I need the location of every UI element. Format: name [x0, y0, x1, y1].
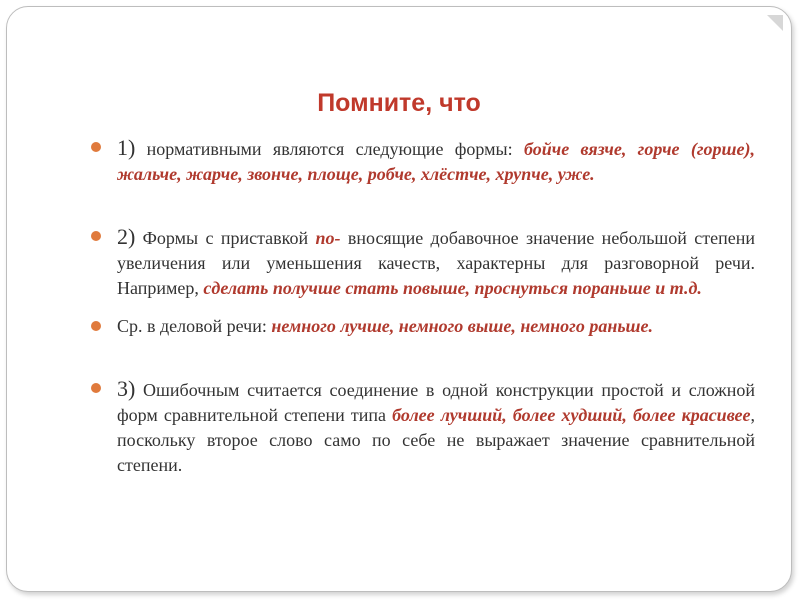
item-number: 2) — [117, 224, 136, 249]
item-number: 3) — [117, 376, 136, 401]
paragraph-text: Ошибочным считается соединение в одной конструкции простой и сложной форм сравнительной степени типа — [117, 380, 755, 425]
highlighted-examples: сделать получше стать повыше, проснуться пораньше и т.д. — [203, 278, 702, 298]
paragraph-text: Ср. в деловой речи: — [117, 316, 272, 336]
bullet-icon — [91, 142, 101, 152]
paragraph-1 — [91, 135, 755, 187]
slide-frame — [6, 6, 792, 592]
bullet-icon — [91, 231, 101, 241]
item-number: 1) — [117, 135, 136, 160]
paragraph-text: Формы с приставкой — [135, 228, 316, 248]
paragraph-2 — [91, 224, 755, 301]
paragraph-3 — [91, 314, 755, 339]
highlighted-examples: более лучший, более худший, более красивее — [392, 405, 751, 425]
slide-content — [91, 135, 755, 478]
paragraph-text: нормативными являются следующие формы: — [135, 139, 524, 159]
page-curl-corner — [767, 15, 783, 31]
paragraph-text: , поскольку второе слово само по себе не выражает значение сравнительной степени. — [117, 405, 755, 475]
paragraph-text: вносящие добавочное значение небольшой степени увеличения или уменьшения качеств, характерны для разговорной речи. Например, — [117, 228, 755, 298]
paragraph-4 — [91, 376, 755, 478]
highlighted-forms: бойче вязче, горче (горше), жальче, жарче, звонче, площе, робче, хлёстче, хрупче, уже. — [117, 139, 755, 184]
highlighted-examples: немного лучше, немного выше, немного раньше. — [271, 316, 654, 336]
highlighted-prefix: по- — [315, 228, 341, 248]
bullet-icon — [91, 321, 101, 331]
bullet-icon — [91, 383, 101, 393]
slide-title: Помните, что — [317, 89, 481, 117]
